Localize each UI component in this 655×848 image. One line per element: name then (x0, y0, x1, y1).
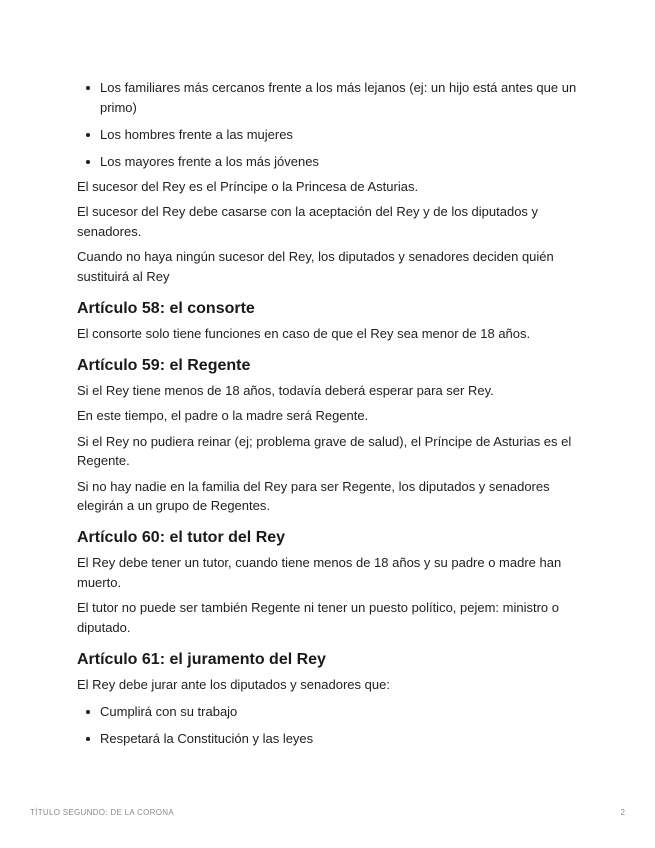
paragraph: Si el Rey no pudiera reinar (ej; problema grave de salud), el Príncipe de Asturias es el Regente. (77, 433, 572, 468)
succession-order-list (77, 78, 582, 171)
footer-section-title: TÍTULO SEGUNDO: DE LA CORONA (30, 808, 174, 817)
list-item: Los hombres frente a las mujeres (77, 125, 582, 145)
document-body (77, 78, 582, 756)
paragraph: En este tiempo, el padre o la madre será Regente. (77, 408, 369, 423)
paragraph: El tutor no puede ser también Regente ni tener un puesto político, pejem: ministro o diputado. (77, 600, 560, 635)
oath-list (77, 702, 582, 749)
list-item: Los mayores frente a los más jóvenes (77, 152, 582, 172)
heading-art61: Artículo 61: el juramento del Rey (77, 650, 326, 668)
paragraph: El Rey debe tener un tutor, cuando tiene menos de 18 años y su padre o madre han muerto. (77, 555, 562, 590)
paragraph: Si no hay nadie en la familia del Rey para ser Regente, los diputados y senadores elegirán a un grupo de Regentes. (77, 478, 550, 513)
heading-art58: Artículo 58: el consorte (77, 299, 255, 317)
list-item: Cumplirá con su trabajo (77, 702, 582, 722)
paragraph: El sucesor del Rey es el Príncipe o la Princesa de Asturias. (77, 178, 419, 194)
paragraph: Cuando no haya ningún sucesor del Rey, los diputados y senadores deciden quién sustituirá al Rey (77, 249, 554, 284)
paragraph: El consorte solo tiene funciones en caso de que el Rey sea menor de 18 años. (77, 325, 531, 341)
list-item: Respetará la Constitución y las leyes (77, 729, 582, 749)
heading-art60: Artículo 60: el tutor del Rey (77, 529, 286, 546)
list-item: Los familiares más cercanos frente a los más lejanos (ej: un hijo está antes que un primo) (77, 78, 582, 117)
heading-art59: Artículo 59: el Regente (77, 356, 251, 374)
paragraph: Si el Rey tiene menos de 18 años, todavía deberá esperar para ser Rey. (77, 382, 494, 398)
page-number: 2 (620, 808, 625, 817)
paragraph: El sucesor del Rey debe casarse con la aceptación del Rey y de los diputados y senadores. (77, 204, 539, 239)
paragraph: El Rey debe jurar ante los diputados y senadores que: (77, 676, 390, 692)
